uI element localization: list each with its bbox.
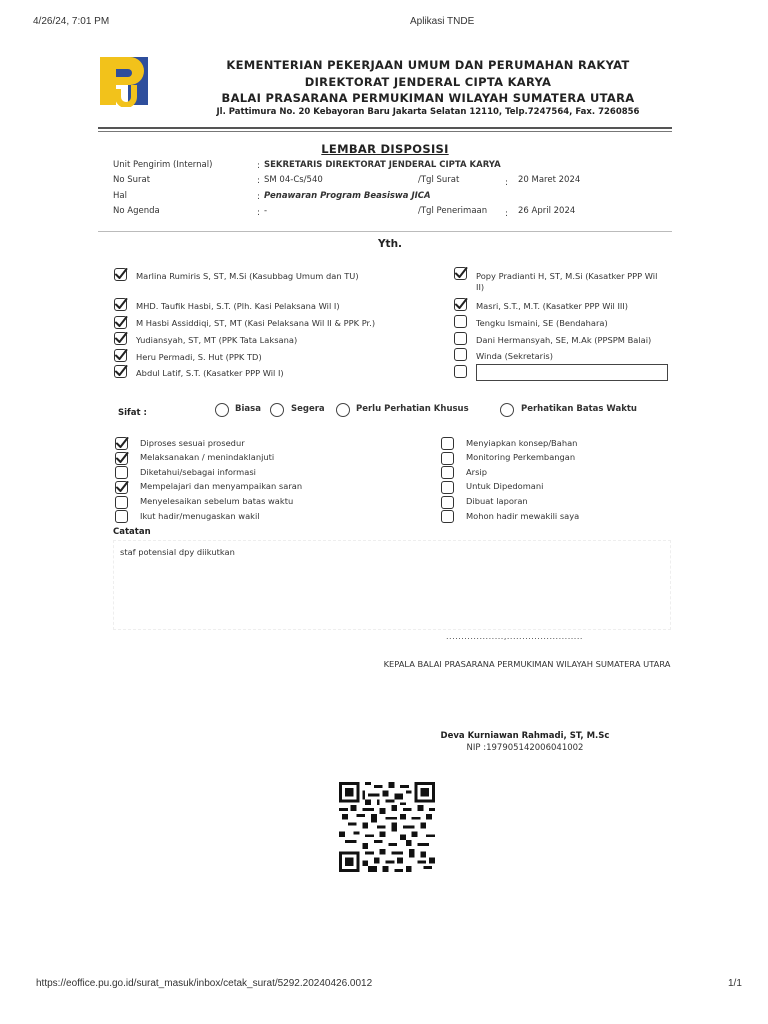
sifat-option-label: Perhatikan Batas Waktu (521, 404, 637, 414)
checkbox-recipient-left-1[interactable] (114, 298, 127, 311)
no-agenda-label: No Agenda (113, 206, 160, 216)
no-surat-label: No Surat (113, 175, 151, 185)
checkbox-action-right-2[interactable] (441, 466, 454, 479)
checkbox-action-left-5[interactable] (115, 510, 128, 523)
catatan-label: Catatan (113, 527, 151, 537)
checkbox-recipient-right-5[interactable] (454, 365, 467, 378)
check-mark-icon (454, 297, 468, 311)
header-divider (98, 127, 672, 129)
action-label: Diproses sesuai prosedur (140, 438, 245, 448)
sifat-option-label: Perlu Perhatian Khusus (356, 404, 469, 414)
tgl-penerimaan-value: 26 April 2024 (518, 206, 576, 216)
recipient-label: Marlina Rumiris S, ST, M.Si (Kasubbag Umum dan TU) (136, 271, 359, 281)
checkbox-recipient-right-2[interactable] (454, 315, 467, 328)
header-divider-thin (98, 131, 672, 132)
document-title: LEMBAR DISPOSISI (321, 142, 449, 156)
action-label: Ikut hadir/menugaskan wakil (140, 511, 260, 521)
yth-heading: Yth. (377, 238, 403, 250)
radio-sifat-perlu-perhatian[interactable] (336, 403, 350, 417)
checkbox-action-left-0[interactable] (115, 437, 128, 450)
check-mark-icon (114, 297, 128, 311)
check-mark-icon (115, 451, 129, 465)
checkbox-recipient-right-4[interactable] (454, 348, 467, 361)
no-surat-colon: : (257, 176, 260, 186)
print-app-title: Aplikasi TNDE (410, 16, 475, 27)
footer-page-number: 1/1 (728, 978, 742, 989)
checkbox-action-right-0[interactable] (441, 437, 454, 450)
checkbox-recipient-right-0[interactable] (454, 267, 467, 280)
recipient-label: MHD. Taufik Hasbi, S.T. (Plh. Kasi Pelaksana Wil I) (136, 301, 340, 311)
checkbox-action-left-1[interactable] (115, 452, 128, 465)
checkbox-action-right-1[interactable] (441, 452, 454, 465)
recipient-label: Heru Permadi, S. Hut (PPK TD) (136, 352, 262, 362)
tgl-surat-label: /Tgl Surat (418, 175, 460, 185)
signatory-nip: NIP :197905142006041002 (466, 743, 584, 753)
check-mark-icon (454, 266, 468, 280)
checkbox-recipient-left-0[interactable] (114, 268, 127, 281)
catatan-box (113, 540, 671, 630)
institution-address: Jl. Pattimura No. 20 Kebayoran Baru Jakarta Selatan 12110, Telp.7247564, Fax. 7260856 (216, 107, 640, 117)
recipient-label: Abdul Latif, S.T. (Kasatker PPP Wil I) (136, 368, 284, 378)
section-divider (98, 231, 672, 232)
no-surat-value: SM 04-Cs/540 (264, 175, 323, 185)
check-mark-icon (114, 364, 128, 378)
action-label: Mohon hadir mewakili saya (466, 511, 580, 521)
action-label: Melaksanakan / menindaklanjuti (140, 452, 275, 462)
hal-colon: : (257, 192, 260, 202)
action-label: Dibuat laporan (466, 496, 528, 506)
print-datetime: 4/26/24, 7:01 PM (33, 16, 110, 27)
check-mark-icon (114, 331, 128, 345)
action-label: Mempelajari dan menyampaikan saran (140, 481, 303, 491)
radio-sifat-segera[interactable] (270, 403, 284, 417)
footer-url: https://eoffice.pu.go.id/surat_masuk/inbox/cetak_surat/5292.20240426.0012 (36, 978, 373, 989)
recipient-label: Dani Hermansyah, SE, M.Ak (PPSPM Balai) (476, 335, 652, 345)
checkbox-action-right-3[interactable] (441, 481, 454, 494)
recipient-label: Popy Pradianti H, ST, M.Si (Kasatker PPP Wil II) (476, 271, 658, 292)
recipient-label: Masri, S.T., M.T. (Kasatker PPP Wil III) (476, 301, 629, 311)
action-label: Diketahui/sebagai informasi (140, 467, 256, 477)
unit-value: SEKRETARIS DIREKTORAT JENDERAL CIPTA KARYA (264, 160, 501, 170)
checkbox-action-left-2[interactable] (115, 466, 128, 479)
hal-label: Hal (113, 191, 127, 201)
other-recipient-input[interactable] (476, 364, 668, 381)
checkbox-recipient-left-3[interactable] (114, 332, 127, 345)
catatan-text: staf potensial dpy diikutkan (120, 547, 235, 557)
sifat-option-label: Biasa (235, 404, 261, 414)
check-mark-icon (115, 480, 129, 494)
checkbox-recipient-left-2[interactable] (114, 316, 127, 329)
action-label: Menyiapkan konsep/Bahan (466, 438, 578, 448)
signatory-title: KEPALA BALAI PRASARANA PERMUKIMAN WILAYAH SUMATERA UTARA (383, 659, 671, 669)
no-agenda-value: - (264, 206, 268, 216)
tgl-penerimaan-colon: : (505, 209, 508, 219)
institution-line1: KEMENTERIAN PEKERJAAN UMUM DAN PERUMAHAN RAKYAT (226, 58, 630, 72)
check-mark-icon (114, 315, 128, 329)
checkbox-recipient-right-3[interactable] (454, 332, 467, 345)
signature-dots: ...................,......................... (446, 632, 583, 641)
check-mark-icon (114, 267, 128, 281)
tgl-penerimaan-label: /Tgl Penerimaan (418, 206, 488, 216)
action-label: Untuk Dipedomani (466, 481, 544, 491)
radio-sifat-biasa[interactable] (215, 403, 229, 417)
checkbox-recipient-left-5[interactable] (114, 365, 127, 378)
radio-sifat-batas-waktu[interactable] (500, 403, 514, 417)
signatory-name: Deva Kurniawan Rahmadi, ST, M.Sc (440, 731, 610, 741)
action-label: Monitoring Perkembangan (466, 452, 576, 462)
institution-line2: DIREKTORAT JENDERAL CIPTA KARYA (304, 75, 552, 89)
recipient-label: Yudiansyah, ST, MT (PPK Tata Laksana) (136, 335, 298, 345)
unit-colon: : (257, 161, 260, 171)
hal-value: Penawaran Program Beasiswa JICA (264, 191, 431, 201)
tgl-surat-value: 20 Maret 2024 (518, 175, 581, 185)
checkbox-action-left-4[interactable] (115, 496, 128, 509)
action-label: Menyelesaikan sebelum batas waktu (140, 496, 294, 506)
recipient-label: M Hasbi Assiddiqi, ST, MT (Kasi Pelaksana Wil II & PPK Pr.) (136, 318, 376, 328)
check-mark-icon (114, 348, 128, 362)
sifat-label: Sifat : (118, 408, 147, 418)
sifat-option-label: Segera (291, 404, 325, 414)
qr-code-icon (338, 782, 436, 872)
tgl-surat-colon: : (505, 178, 508, 188)
checkbox-recipient-right-1[interactable] (454, 298, 467, 311)
check-mark-icon (115, 436, 129, 450)
checkbox-recipient-left-4[interactable] (114, 349, 127, 362)
institution-line3: BALAI PRASARANA PERMUKIMAN WILAYAH SUMATERA UTARA (221, 91, 635, 105)
checkbox-action-left-3[interactable] (115, 481, 128, 494)
action-label: Arsip (466, 467, 487, 477)
checkbox-action-right-4[interactable] (441, 496, 454, 509)
no-agenda-colon: : (257, 208, 260, 218)
pupr-logo-icon (98, 55, 150, 107)
unit-label: Unit Pengirim (Internal) (113, 160, 213, 170)
recipient-label: Winda (Sekretaris) (476, 351, 553, 361)
recipient-label: Tengku Ismaini, SE (Bendahara) (476, 318, 608, 328)
checkbox-action-right-5[interactable] (441, 510, 454, 523)
